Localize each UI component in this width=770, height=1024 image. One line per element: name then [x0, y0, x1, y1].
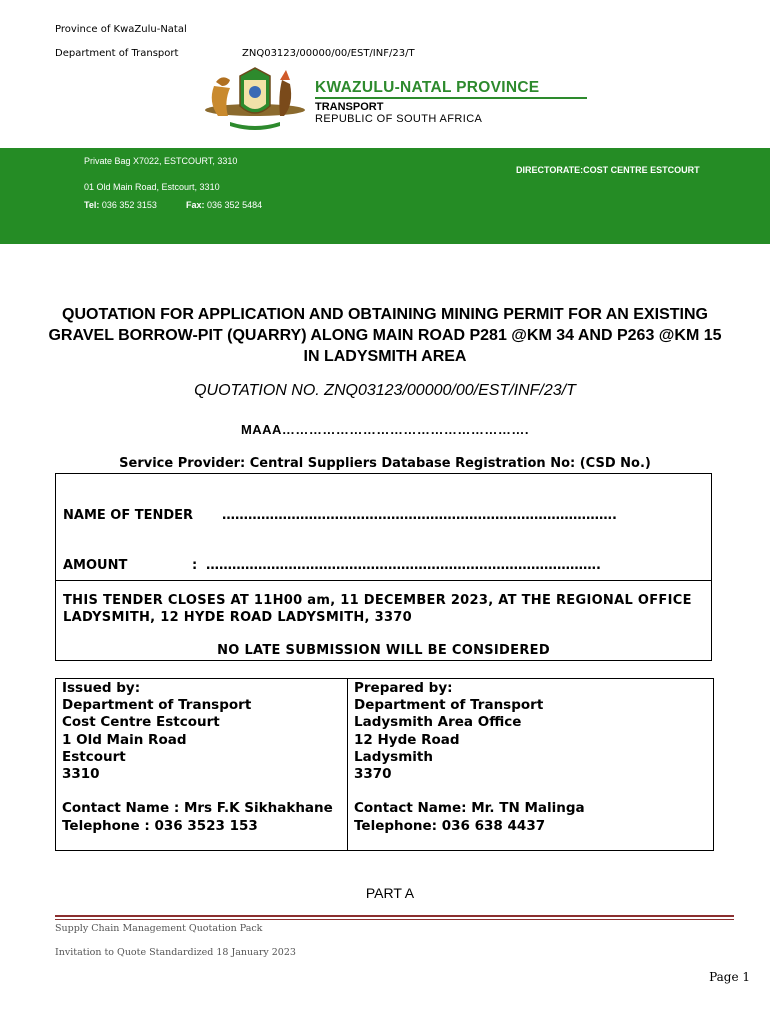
amount-label: AMOUNT [63, 558, 128, 573]
fax-line [186, 200, 262, 210]
issued-by-cell: Issued by: Department of Transport Cost Centre Estcourt 1 Old Main Road Estcourt 3310 Contact Name : Mrs F.K Sikhakhane Telephone : 036 3523 153 [56, 679, 348, 850]
service-provider-label: Service Provider: Central Suppliers Database Registration No: (CSD No.) [119, 456, 651, 471]
amount-field[interactable]: ………………………………………………………………………………. [206, 558, 601, 573]
tender-name-label: NAME OF TENDER [63, 508, 194, 523]
page-number: Page 1 [709, 970, 750, 984]
brand-underline [315, 97, 587, 99]
tel-label: Tel: [84, 200, 100, 210]
province-label: Province of KwaZulu-Natal [55, 24, 187, 35]
reference-number: ZNQ03123/00000/00/EST/INF/23/T [242, 48, 415, 59]
brand-country: REPUBLIC OF SOUTH AFRICA [315, 113, 483, 125]
issued-prepared-table [55, 678, 714, 851]
brand-unit: TRANSPORT [315, 101, 384, 113]
amount-colon: : [192, 558, 198, 573]
contact-band [0, 148, 770, 244]
tel-number: 036 352 3153 [101, 200, 157, 210]
postal-address: Private Bag X7022, ESTCOURT, 3310 [84, 156, 238, 166]
fax-number: 036 352 5484 [207, 200, 263, 210]
footer-standardized: Invitation to Quote Standardized 18 January 2023 [55, 947, 296, 958]
footer-pack-name: Supply Chain Management Quotation Pack [55, 923, 263, 934]
tender-name-field[interactable]: ………………………………………………………………………………. [222, 508, 617, 523]
footer-rule [55, 915, 734, 917]
department-label: Department of Transport [55, 48, 179, 59]
tender-details-box [55, 473, 712, 661]
footer-rule-thin [55, 919, 734, 920]
prepared-by-cell: Prepared by: Department of Transport Ladysmith Area Office 12 Hyde Road Ladysmith 3370 Contact Name: Mr. TN Malinga Telephone: 036 638 4437 [354, 680, 585, 834]
directorate-label: DIRECTORATE:COST CENTRE ESTCOURT [516, 165, 700, 175]
brand-name: KWAZULU-NATAL PROVINCE [315, 79, 540, 96]
late-submission-notice: NO LATE SUBMISSION WILL BE CONSIDERED [217, 643, 550, 658]
maaa-line: MAAA………………………………………………. [240, 422, 530, 437]
phone-line [84, 200, 157, 210]
fax-label: Fax: [186, 200, 205, 210]
part-heading: PART A [365, 885, 415, 901]
document-title: QUOTATION FOR APPLICATION AND OBTAINING MINING PERMIT FOR AN EXISTING GRAVEL BORROW-PIT (QUARRY) ALONG MAIN ROAD P281 @KM 34 AND P263 @KM 15 IN LADYSMITH AREA [48, 306, 722, 365]
divider [56, 580, 711, 581]
quotation-number: QUOTATION NO. ZNQ03123/00000/00/EST/INF/23/T [194, 382, 576, 399]
coat-of-arms-logo [200, 66, 310, 134]
closing-notice: THIS TENDER CLOSES AT 11H00 am, 11 DECEMBER 2023, AT THE REGIONAL OFFICE LADYSMITH, 12 HYDE ROAD LADYSMITH, 3370 [63, 593, 692, 625]
street-address: 01 Old Main Road, Estcourt, 3310 [84, 182, 220, 192]
